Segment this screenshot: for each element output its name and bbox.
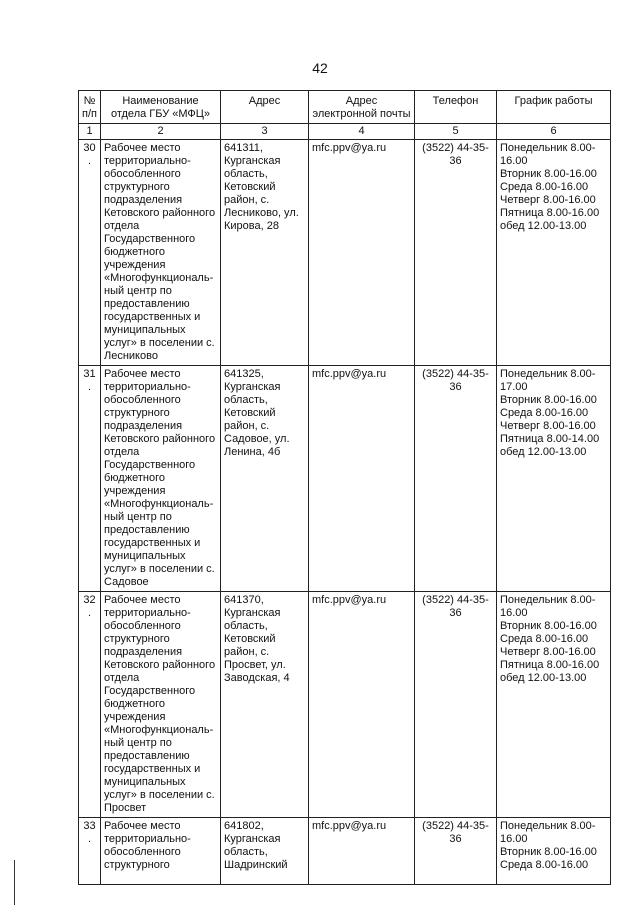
schedule-line: Вторник 8.00-16.00 — [500, 168, 597, 180]
column-number: 6 — [497, 124, 611, 140]
schedule-line: Понедельник 8.00-16.00 — [500, 594, 596, 619]
department-name: Рабочее место территориально-обособленного структурного подразделения Кетовского районного отдела Государственного бюджетного учреждения «Многофункциональ-ный центр по предоставлению государственных и муниципальных услуг» в поселении с. Просвет — [101, 592, 221, 818]
header-schedule: График работы — [497, 91, 611, 124]
schedule-line: Понедельник 8.00-16.00 — [500, 142, 596, 167]
header-phone: Телефон — [415, 91, 497, 124]
schedule — [497, 818, 611, 885]
phone: (3522) 44-35-36 — [415, 592, 497, 818]
schedule-line: Четверг 8.00-16.00 — [500, 194, 596, 206]
schedule-line: Четверг 8.00-16.00 — [500, 646, 596, 658]
margin-mark — [14, 860, 15, 905]
schedule-line: Среда 8.00-16.00 — [500, 407, 589, 419]
column-number: 5 — [415, 124, 497, 140]
email: mfc.ppv@ya.ru — [309, 140, 415, 366]
schedule-line: Пятница 8.00-16.00 — [500, 659, 600, 671]
schedule-line: Пятница 8.00-16.00 — [500, 207, 600, 219]
row-number: 32. — [79, 592, 101, 818]
row-number: 31. — [79, 366, 101, 592]
header-email: Адрес электронной почты — [309, 91, 415, 124]
schedule-line: Среда 8.00-16.00 — [500, 181, 589, 193]
address: 641325, Курганская область, Кетовский район, с. Садовое, ул. Ленина, 4б — [221, 366, 309, 592]
department-name: Рабочее место территориально-обособленного структурного подразделения Кетовского районного отдела Государственного бюджетного учреждения «Многофункциональ-ный центр по предоставлению государственных и муниципальных услуг» в поселении с. Лесниково — [101, 140, 221, 366]
column-number: 2 — [101, 124, 221, 140]
schedule-line: Пятница 8.00-14.00 — [500, 433, 600, 445]
row-number: 30. — [79, 140, 101, 366]
schedule — [497, 140, 611, 366]
header-department: Наименование отдела ГБУ «МФЦ» — [101, 91, 221, 124]
table-row — [79, 140, 611, 366]
department-name — [101, 818, 221, 885]
email: mfc.ppv@ya.ru — [309, 818, 415, 885]
column-number-row — [79, 124, 611, 140]
header-address: Адрес — [221, 91, 309, 124]
table-row — [79, 592, 611, 818]
phone: (3522) 44-35-36 — [415, 140, 497, 366]
phone: (3522) 44-35-36 — [415, 818, 497, 885]
email: mfc.ppv@ya.ru — [309, 592, 415, 818]
department-name-text: Рабочее место территориально-обособленного структурного — [104, 820, 191, 871]
row-number: 33. — [79, 818, 101, 885]
header-number: № п/п — [79, 91, 101, 124]
schedule-line: Среда 8.00-16.00 — [500, 859, 589, 871]
schedule-line: обед 12.00-13.00 — [500, 446, 587, 458]
address-text: 641802, Курганская область, Шадринский — [224, 820, 288, 871]
mfc-registry-table — [78, 90, 611, 885]
schedule-lines — [500, 820, 607, 872]
address — [221, 818, 309, 885]
schedule — [497, 592, 611, 818]
schedule — [497, 366, 611, 592]
page-number: 42 — [312, 60, 328, 76]
column-number: 3 — [221, 124, 309, 140]
table-header-row — [79, 91, 611, 124]
address: 641370, Курганская область, Кетовский район, с. Просвет, ул. Заводская, 4 — [221, 592, 309, 818]
schedule-line: обед 12.00-13.00 — [500, 672, 587, 684]
department-name: Рабочее место территориально-обособленного структурного подразделения Кетовского районного отдела Государственного бюджетного учреждения «Многофункциональ-ный центр по предоставлению государственных и муниципальных услуг» в поселении с. Садовое — [101, 366, 221, 592]
schedule-line: Вторник 8.00-16.00 — [500, 846, 597, 858]
schedule-line: Среда 8.00-16.00 — [500, 633, 589, 645]
schedule-line: обед 12.00-13.00 — [500, 220, 587, 232]
table-row — [79, 366, 611, 592]
column-number: 1 — [79, 124, 101, 140]
schedule-line: Вторник 8.00-16.00 — [500, 394, 597, 406]
table-row — [79, 818, 611, 885]
phone: (3522) 44-35-36 — [415, 366, 497, 592]
schedule-line: Понедельник 8.00-16.00 — [500, 820, 596, 845]
address: 641311, Курганская область, Кетовский район, с. Лесниково, ул. Кирова, 28 — [221, 140, 309, 366]
schedule-line: Вторник 8.00-16.00 — [500, 620, 597, 632]
schedule-line: Четверг 8.00-16.00 — [500, 420, 596, 432]
column-number: 4 — [309, 124, 415, 140]
email: mfc.ppv@ya.ru — [309, 366, 415, 592]
schedule-line: Понедельник 8.00-17.00 — [500, 368, 596, 393]
